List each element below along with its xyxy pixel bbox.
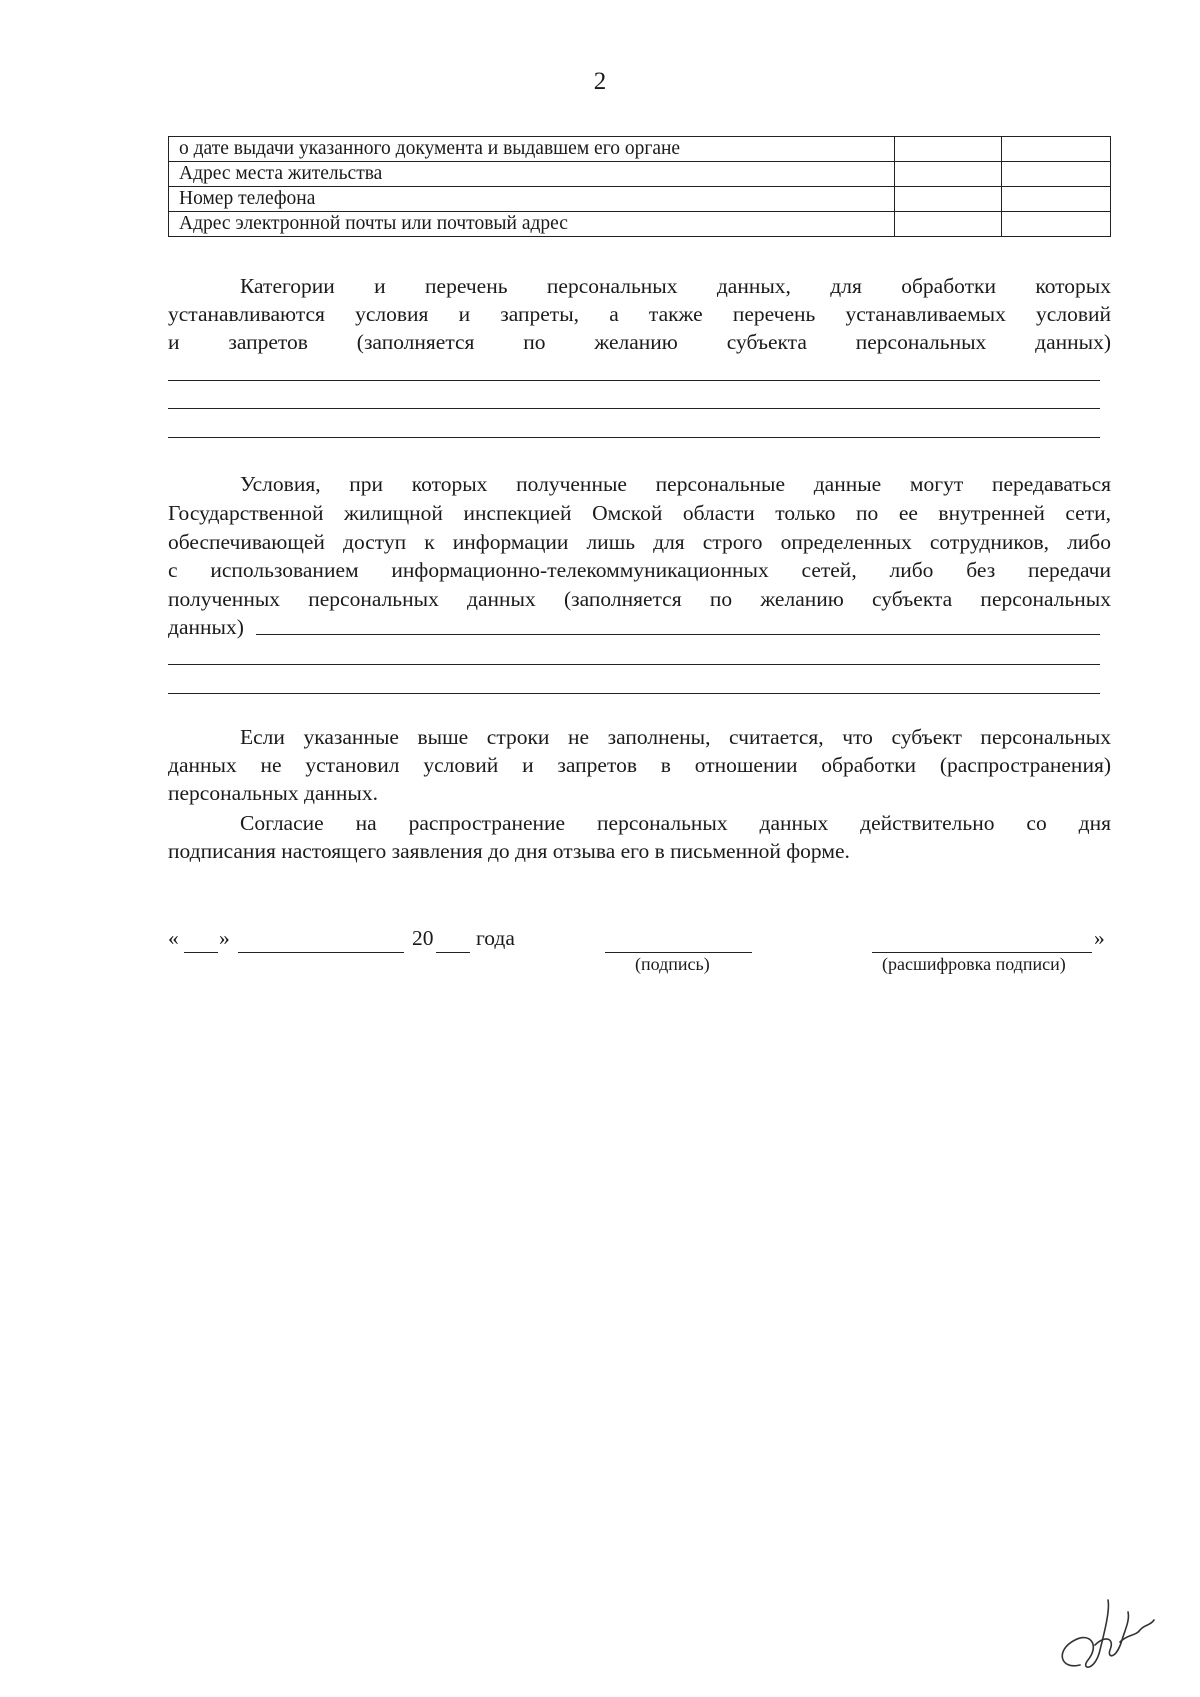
section2-trailing: данных) bbox=[168, 615, 244, 639]
page-number: 2 bbox=[593, 68, 607, 95]
date-year-word: года bbox=[476, 926, 515, 950]
section2-line: обеспечивающей доступ к информации лишь для строго определенных сотрудников, либо bbox=[168, 530, 1111, 554]
section2-line: Условия, при которых полученные персональные данные могут передаваться bbox=[240, 472, 1111, 496]
table-cell-empty bbox=[895, 137, 1002, 162]
date-year-field[interactable] bbox=[436, 952, 470, 953]
table-cell-empty bbox=[1002, 187, 1111, 212]
fill-line[interactable] bbox=[168, 380, 1100, 381]
date-open-quote: « bbox=[168, 926, 179, 950]
personal-data-table bbox=[168, 136, 1111, 237]
consent-line: Согласие на распространение персональных данных действительно со дня bbox=[240, 811, 1111, 835]
signature-field[interactable] bbox=[605, 952, 752, 953]
table-cell-empty bbox=[1002, 162, 1111, 187]
section2-line: с использованием информационно-телекоммуникационных сетей, либо без передачи bbox=[168, 558, 1111, 582]
table-cell-empty bbox=[895, 187, 1002, 212]
table-row-label: о дате выдачи указанного документа и выдавшем его органе bbox=[169, 137, 895, 162]
table-row bbox=[169, 187, 1111, 212]
fill-line[interactable] bbox=[168, 693, 1100, 694]
table-cell-empty bbox=[1002, 137, 1111, 162]
section1-line: Категории и перечень персональных данных, для обработки которых bbox=[240, 274, 1111, 298]
fill-line[interactable] bbox=[256, 634, 1100, 635]
signature-decode-field[interactable] bbox=[872, 952, 1092, 953]
date-close-quote: » bbox=[219, 926, 230, 950]
handwritten-initials-icon bbox=[1050, 1590, 1170, 1680]
fill-line[interactable] bbox=[168, 437, 1100, 438]
date-month-field[interactable] bbox=[238, 952, 404, 953]
section3-line: данных не установил условий и запретов в отношении обработки (распространения) bbox=[168, 753, 1111, 777]
table-cell-empty bbox=[895, 162, 1002, 187]
decode-end-quote: » bbox=[1094, 926, 1105, 950]
date-day-field[interactable] bbox=[184, 952, 218, 953]
signature-caption: (подпись) bbox=[635, 954, 710, 974]
section3-line: Если указанные выше строки не заполнены, считается, что субъект персональных bbox=[240, 725, 1111, 749]
section1-line: и запретов (заполняется по желанию субъекта персональных данных) bbox=[168, 330, 1111, 354]
table-row bbox=[169, 137, 1111, 162]
table-row-label: Номер телефона bbox=[169, 187, 895, 212]
table-row-label: Адрес места жительства bbox=[169, 162, 895, 187]
consent-line: подписания настоящего заявления до дня отзыва его в письменной форме. bbox=[168, 839, 850, 863]
section2-line: Государственной жилищной инспекцией Омской области только по ее внутренней сети, bbox=[168, 501, 1111, 525]
date-year-prefix: 20 bbox=[412, 926, 434, 950]
section2-line: полученных персональных данных (заполняется по желанию субъекта персональных bbox=[168, 587, 1111, 611]
fill-line[interactable] bbox=[168, 408, 1100, 409]
fill-line[interactable] bbox=[168, 664, 1100, 665]
table-cell-empty bbox=[895, 212, 1002, 237]
section3-line: персональных данных. bbox=[168, 781, 379, 805]
table-row-label: Адрес электронной почты или почтовый адрес bbox=[169, 212, 895, 237]
table-row bbox=[169, 212, 1111, 237]
section1-line: устанавливаются условия и запреты, а также перечень устанавливаемых условий bbox=[168, 302, 1111, 326]
table-row bbox=[169, 162, 1111, 187]
signature-decode-caption: (расшифровка подписи) bbox=[882, 954, 1066, 974]
table-cell-empty bbox=[1002, 212, 1111, 237]
